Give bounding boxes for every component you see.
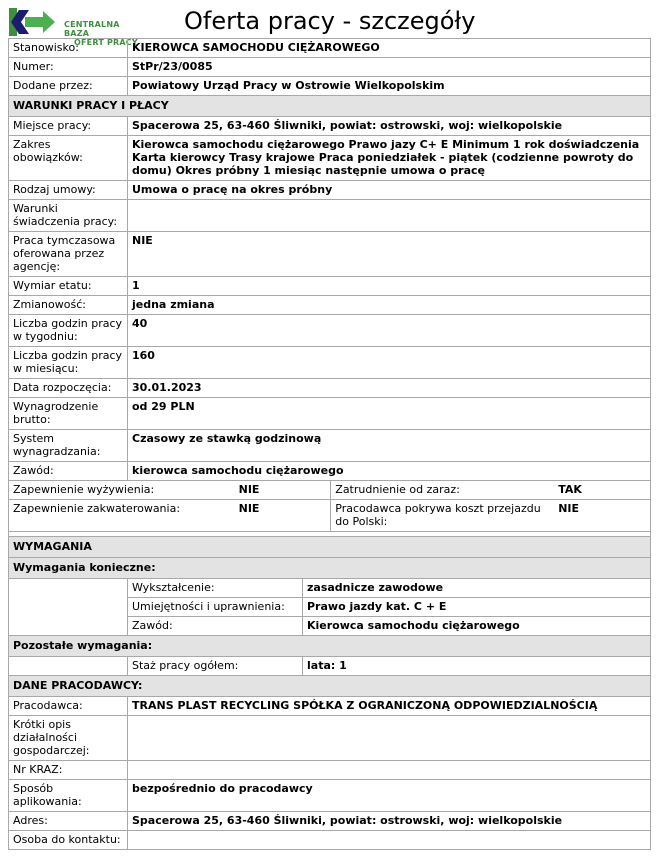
field-label: Praca tymczasowa oferowana przez agencję:: [9, 232, 128, 277]
row-temporary-work: [9, 232, 651, 277]
logo-line-2: OFERT PRACY: [74, 38, 138, 47]
subsection-title: Pozostałe wymagania:: [9, 636, 651, 657]
row-contact-person: [9, 831, 651, 850]
req-label: Wykształcenie:: [128, 579, 303, 598]
housing-label: Zapewnienie zakwaterowania:: [13, 502, 181, 515]
immediate-label: Zatrudnienie od zaraz:: [331, 481, 554, 500]
field-label: System wynagradzania:: [9, 430, 128, 462]
field-value: [128, 831, 651, 850]
row-workplace: [9, 117, 651, 136]
indent: [9, 617, 128, 636]
section-conditions: [9, 96, 651, 117]
benefits-row-1: [9, 481, 650, 500]
indent: [9, 657, 128, 675]
field-label: Warunki świadczenia pracy:: [9, 200, 128, 232]
row-employer: [9, 697, 651, 716]
field-label: Krótki opis działalności gospodarczej:: [9, 716, 128, 761]
field-value: Czasowy ze stawką godzinową: [128, 430, 651, 462]
row-fte: [9, 277, 651, 296]
row-salary: [9, 398, 651, 430]
field-label: Miejsce pracy:: [9, 117, 128, 136]
subsection-title: Wymagania konieczne:: [9, 558, 651, 579]
field-value: NIE: [128, 232, 651, 277]
required-row: [9, 598, 650, 617]
field-label: Data rozpoczęcia:: [9, 379, 128, 398]
row-hours-week: [9, 315, 651, 347]
field-value: Powiatowy Urząd Pracy w Ostrowie Wielkopolskim: [128, 77, 651, 96]
section-title: WARUNKI PRACY I PŁACY: [9, 96, 651, 117]
offer-table: [8, 38, 651, 850]
field-value: Spacerowa 25, 63-460 Śliwniki, powiat: ostrowski, woj: wielkopolskie: [128, 812, 651, 831]
req-label: Staż pracy ogółem:: [128, 657, 303, 675]
row-added-by: [9, 77, 651, 96]
field-label: Stanowisko:: [9, 39, 128, 58]
other-table: [9, 657, 650, 675]
field-value: Spacerowa 25, 63-460 Śliwniki, powiat: ostrowski, woj: wielkopolskie: [128, 117, 651, 136]
field-value: KIEROWCA SAMOCHODU CIĘŻAROWEGO: [128, 39, 651, 58]
cbop-logo: [9, 8, 141, 47]
row-other-list: [9, 657, 651, 676]
field-value: StPr/23/0085: [128, 58, 651, 77]
subsection-other: [9, 636, 651, 657]
other-row: [9, 657, 650, 675]
field-label: Pracodawca:: [9, 697, 128, 716]
field-value: 30.01.2023: [128, 379, 651, 398]
req-value: Prawo jazdy kat. C + E: [303, 598, 651, 617]
field-value: 160: [128, 347, 651, 379]
req-value: lata: 1: [303, 657, 651, 675]
section-employer: [9, 676, 651, 697]
travel-label: Pracodawca pokrywa koszt przejazdu do Polski:: [331, 500, 554, 532]
indent: [9, 598, 128, 617]
field-value: bezpośrednio do pracodawcy: [128, 780, 651, 812]
row-duties: [9, 136, 651, 181]
field-label: Zmianowość:: [9, 296, 128, 315]
field-value: TRANS PLAST RECYCLING SPÓŁKA Z OGRANICZONĄ ODPOWIEDZIALNOŚCIĄ: [128, 697, 651, 716]
row-address: [9, 812, 651, 831]
row-position: [9, 39, 651, 58]
row-number: [9, 58, 651, 77]
row-kraz: [9, 761, 651, 780]
section-title: WYMAGANIA: [9, 537, 651, 558]
field-label: Dodane przez:: [9, 77, 128, 96]
field-label: Liczba godzin pracy w tygodniu:: [9, 315, 128, 347]
cbop-logo-icon: [9, 8, 55, 36]
field-value: jedna zmiana: [128, 296, 651, 315]
field-label: Numer:: [9, 58, 128, 77]
field-value: od 29 PLN: [128, 398, 651, 430]
field-value: [128, 716, 651, 761]
immediate-value: TAK: [558, 483, 582, 496]
field-label: Zawód:: [9, 462, 128, 481]
section-requirements: [9, 537, 651, 558]
row-pay-system: [9, 430, 651, 462]
field-label: Adres:: [9, 812, 128, 831]
indent: [9, 579, 128, 598]
row-business-description: [9, 716, 651, 761]
field-value: 1: [128, 277, 651, 296]
field-value: Umowa o pracę na okres próbny: [128, 181, 651, 200]
field-label: Liczba godzin pracy w miesiącu:: [9, 347, 128, 379]
page-title: Oferta pracy - szczegóły: [184, 7, 476, 35]
benefits-cell: [9, 481, 651, 532]
required-cell: [9, 579, 651, 636]
field-value: 40: [128, 315, 651, 347]
req-label: Zawód:: [128, 617, 303, 636]
field-label: Rodzaj umowy:: [9, 181, 128, 200]
row-benefits: [9, 481, 651, 532]
benefits-row-2: [9, 500, 650, 532]
subsection-required: [9, 558, 651, 579]
field-value: [128, 761, 651, 780]
field-label: Zakres obowiązków:: [9, 136, 128, 181]
field-label: Wymiar etatu:: [9, 277, 128, 296]
required-row: [9, 579, 650, 598]
travel-value: NIE: [558, 502, 580, 515]
row-hours-month: [9, 347, 651, 379]
section-title: DANE PRACODAWCY:: [9, 676, 651, 697]
field-label: Osoba do kontaktu:: [9, 831, 128, 850]
housing-value: NIE: [238, 502, 260, 515]
field-label: Wynagrodzenie brutto:: [9, 398, 128, 430]
row-work-conditions: [9, 200, 651, 232]
row-contract-type: [9, 181, 651, 200]
row-occupation: [9, 462, 651, 481]
row-required-list: [9, 579, 651, 636]
field-label: Sposób aplikowania:: [9, 780, 128, 812]
field-value: kierowca samochodu ciężarowego: [128, 462, 651, 481]
field-value: Kierowca samochodu ciężarowego Prawo jazy C+ E Minimum 1 rok doświadczenia Karta kierowcy Trasy krajowe Praca poniedziałek - piątek (codzienne powroty do domu) Okres próbny 1 miesiąc następnie umowa o pracę: [128, 136, 651, 181]
req-label: Umiejętności i uprawnienia:: [128, 598, 303, 617]
field-label: Nr KRAZ:: [9, 761, 128, 780]
row-apply-method: [9, 780, 651, 812]
benefits-table: [9, 481, 650, 531]
page-header: [0, 0, 660, 47]
req-value: zasadnicze zawodowe: [303, 579, 651, 598]
other-cell: [9, 657, 651, 676]
field-value: [128, 200, 651, 232]
required-table: [9, 579, 650, 635]
required-row: [9, 617, 650, 636]
row-shifts: [9, 296, 651, 315]
logo-line-1: CENTRALNA BAZA: [64, 20, 120, 38]
food-value: NIE: [238, 483, 260, 496]
row-start-date: [9, 379, 651, 398]
req-value: Kierowca samochodu ciężarowego: [303, 617, 651, 636]
food-label: Zapewnienie wyżywienia:: [13, 483, 155, 496]
